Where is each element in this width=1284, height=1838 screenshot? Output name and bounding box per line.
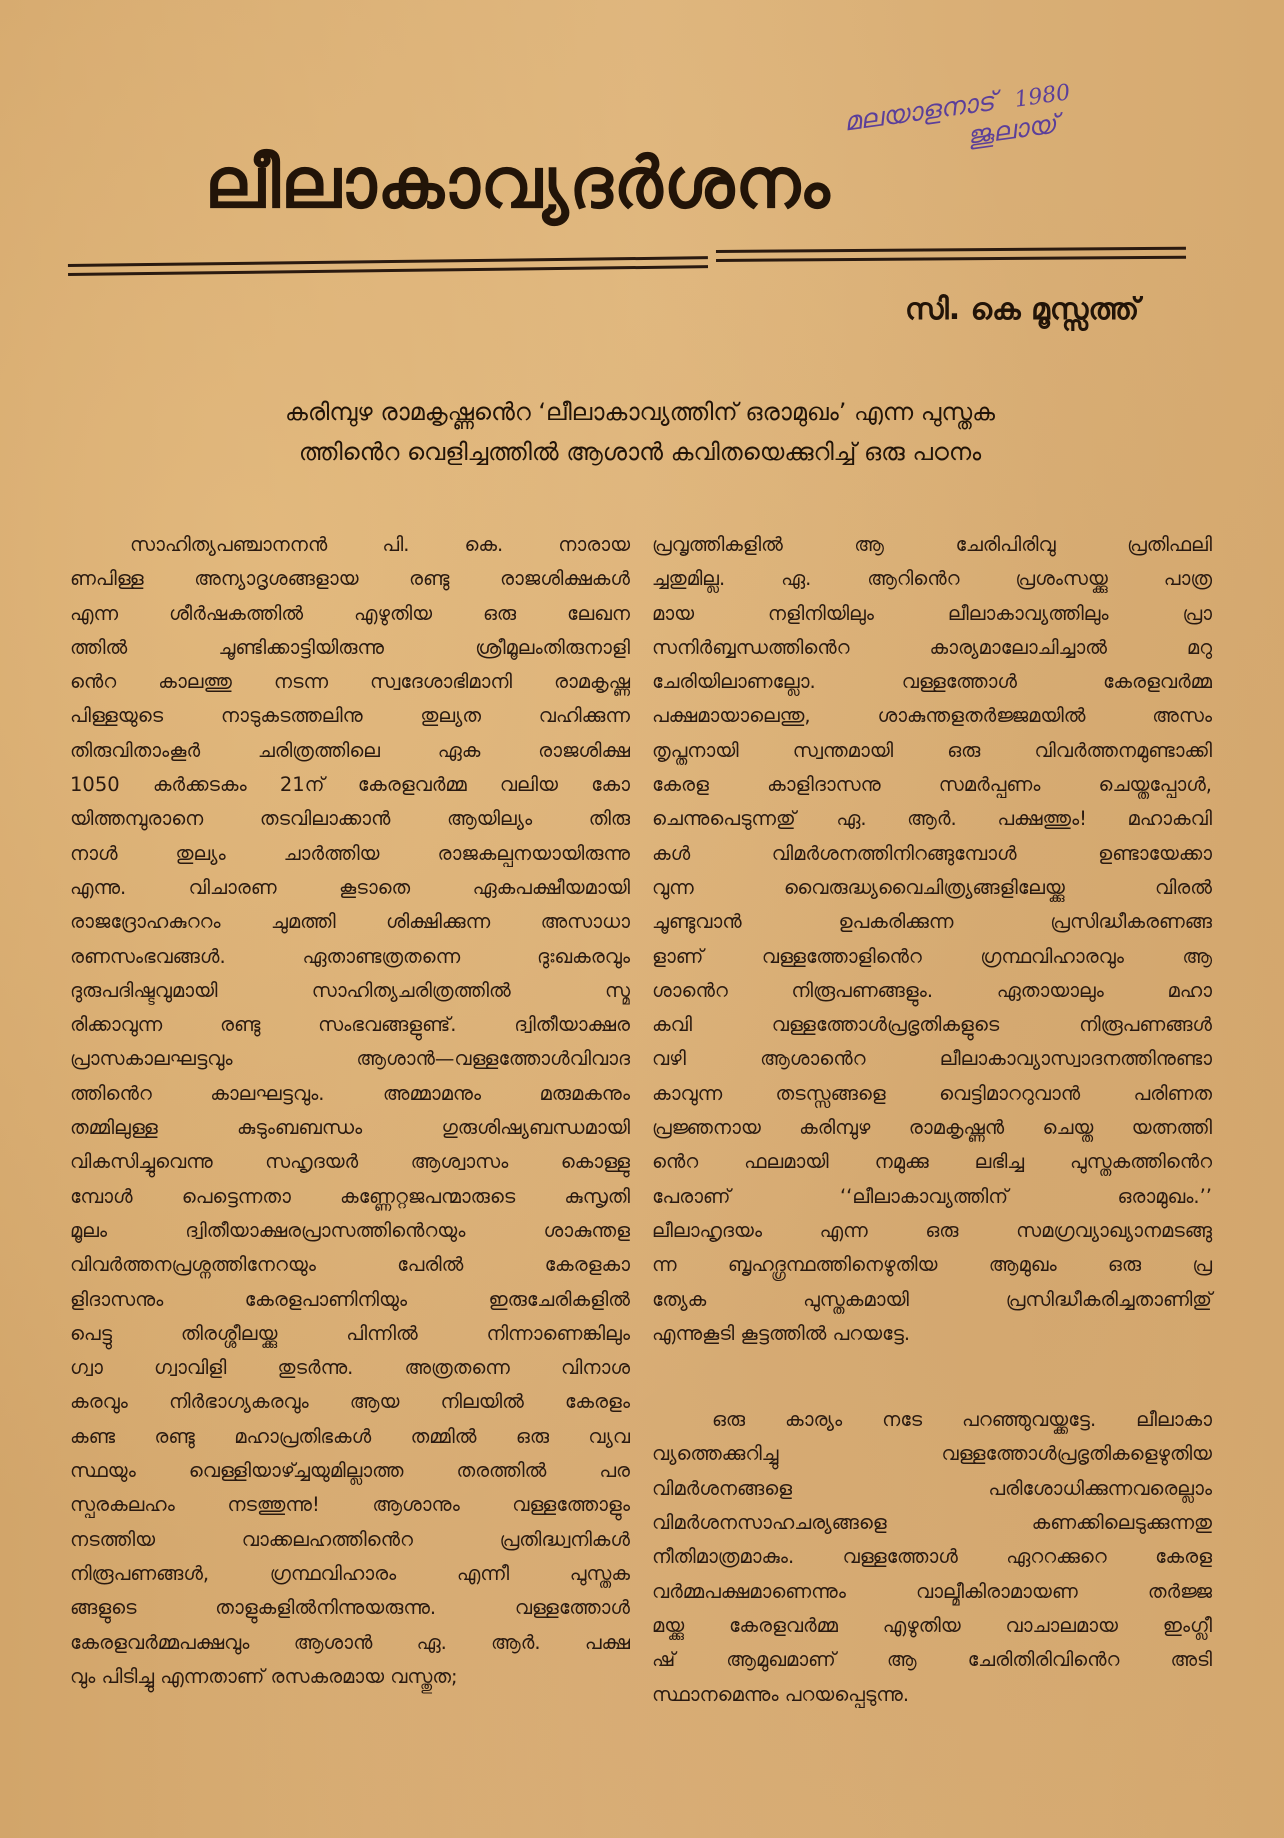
text-line: നീതിമാത്രമാകും. വള്ളത്തോൾ ഏററക്കുറെ കേരള xyxy=(652,1545,1212,1569)
text-line: ചെന്നുപെടുന്നതു് ഏ. ആർ. പക്ഷത്തും! മഹാകവി xyxy=(652,807,1212,831)
text-line: വികസിച്ചുവെന്നു സഹൃദയർ ആശ്വാസം കൊള്ളു xyxy=(70,1150,630,1174)
text-line: വർമ്മപക്ഷമാണെന്നും വാല്മീകിരാമായണ തർജ്ജ xyxy=(652,1579,1212,1603)
text-line: നടത്തിയ വാക്കലഹത്തിൻെറ പ്രതിദ്ധ്വനികൾ xyxy=(70,1527,630,1551)
text-line: സ്പരകലഹം നടത്തുന്നു! ആശാനും വള്ളത്തോളും xyxy=(70,1493,630,1517)
left-paragraph xyxy=(70,528,630,1694)
text-line: പെട്ടു തിരശ്ശീലയ്ക്കു പിന്നിൽ നിന്നാണെങ്കിലും xyxy=(70,1321,630,1345)
handwritten-year: 1980 xyxy=(1012,80,1072,113)
text-line: ണപിള്ള അന്യാദൃശങ്ങളായ രണ്ടു രാജശിക്ഷകൾ xyxy=(70,567,630,591)
text-line: പ്രജ്ഞനായ കരിമ്പുഴ രാമകൃഷ്ണൻ ചെയ്ത യത്നത്തി xyxy=(652,1116,1212,1140)
text-line: പക്ഷമായാലെന്തു, ശാകുന്തളതർജ്ജമയിൽ അസം xyxy=(652,704,1212,728)
text-line: കേരളവർമ്മപക്ഷവും ആശാൻ ഏ. ആർ. പക്ഷ xyxy=(70,1630,630,1654)
text-line: ത്തിൽ ചൂണ്ടിക്കാട്ടിയിരുന്നു ശ്രീമൂലംതിരുനാളി xyxy=(70,635,630,659)
text-line: കൾ വിമർശനത്തിനിറങ്ങുമ്പോൾ ഉണ്ടായേക്കാ xyxy=(652,841,1212,865)
text-line: സാഹിത്യപഞ്ചാനനൻ പി. കെ. നാരായ xyxy=(130,533,630,556)
text-line: ന്ന ബൃഹദ്ഗ്രന്ഥത്തിനെഴുതിയ ആമുഖം ഒരു പ്ര xyxy=(652,1253,1212,1277)
text-line: നിരൂപണങ്ങൾ, ഗ്രന്ഥവിഹാരം എന്നീ പുസ്തക xyxy=(70,1561,630,1585)
text-line: പേരാണ് ‘‘ലീലാകാവ്യത്തിന് ഒരാമുഖം.’’ xyxy=(652,1184,1212,1208)
text-line: വഴി ആശാൻെറ ലീലാകാവ്യാസ്വാദനത്തിനുണ്ടാ xyxy=(652,1047,1212,1071)
text-line: ങ്ങളുടെ താളുകളിൽനിന്നുയരുന്നു. വള്ളത്തോൾ xyxy=(70,1596,630,1620)
right-column xyxy=(652,528,1212,1712)
text-line: ൻെറ ഫലമായി നമുക്കു ലഭിച്ച പുസ്തകത്തിൻെറ xyxy=(652,1150,1212,1174)
text-line: ഷ് ആമുഖമാണ് ആ ചേരിതിരിവിൻെറ അടി xyxy=(652,1648,1212,1672)
handwritten-month: ജൂലായ് xyxy=(965,109,1059,152)
text-line: രണസംഭവങ്ങൾ. ഏതാണ്ടത്രതന്നെ ദുഃഖകരവും xyxy=(70,944,630,968)
text-line: ളിദാസനും കേരളപാണിനിയും ഇരുചേരികളിൽ xyxy=(70,1287,630,1311)
text-line: ഒരു കാര്യം നടേ പറഞ്ഞുവയ്ക്കട്ടേ. ലീലാകാ xyxy=(712,1408,1212,1432)
text-line: വും പിടിച്ചു എന്നതാണ് രസകരമായ വസ്തുത; xyxy=(70,1664,458,1688)
text-line: മയ്ക്കു കേരളവർമ്മ എഴുതിയ വാചാലമായ ഇംഗ്ലീ xyxy=(652,1613,1212,1637)
text-line: ചൂണ്ടുവാൻ ഉപകരിക്കുന്ന പ്രസിദ്ധീകരണങ്ങ xyxy=(652,910,1212,934)
text-line: എന്നുകൂടി കൂട്ടത്തിൽ പറയട്ടേ. xyxy=(652,1321,911,1345)
left-column xyxy=(70,528,630,1694)
text-line: പിള്ളയുടെ നാടുകടത്തലിനു തുല്യത വഹിക്കുന്ന xyxy=(70,704,630,728)
subtitle-line: ത്തിൻെറ വെളിച്ചത്തിൽ ആശാൻ കവിതയെക്കുറിച്ച് ഒരു പഠനം xyxy=(298,438,982,466)
text-line: തമ്മിലുള്ള കുടുംബബന്ധം ഗുരുശിഷ്യബന്ധമായി xyxy=(70,1116,630,1140)
handwritten-annotation xyxy=(842,76,1077,170)
right-paragraph-1 xyxy=(652,528,1212,1351)
author-byline: സി. കെ മൂസ്സത്ത് xyxy=(905,292,1140,327)
article-subtitle xyxy=(130,392,1150,472)
text-line: മൂലം ദ്വിതീയാക്ഷരപ്രാസത്തിൻെറയും ശാകുന്തള xyxy=(70,1218,630,1242)
right-paragraph-2 xyxy=(652,1403,1212,1712)
text-line: വിവർത്തനപ്രശ്നത്തിനേറയും പേരിൽ കേരളകാ xyxy=(70,1253,630,1277)
text-line: വിമർശനസാഹചര്യങ്ങളെ കണക്കിലെടുക്കുന്നതു xyxy=(652,1511,1212,1535)
text-line: ചേരിയിലാണല്ലോ. വള്ളത്തോൾ കേരളവർമ്മ xyxy=(652,670,1212,694)
text-line: കണ്ട രണ്ടു മഹാപ്രതിഭകൾ തമ്മിൽ ഒരു വ്യവ xyxy=(70,1424,630,1448)
text-line: മ്പോൾ പെട്ടെന്നതാ കണ്ണേറ്റജപന്മാരുടെ കുസൃതി xyxy=(70,1184,630,1208)
text-line: പ്രാസകാലഘട്ടവും ആശാൻ—വള്ളത്തോൾവിവാദ xyxy=(70,1047,630,1071)
text-line: ഗ്വാ ഗ്വാവിളി തുടർന്നു. അത്രതന്നെ വിനാശ xyxy=(70,1356,630,1380)
text-line: ളാണ് വള്ളത്തോളിൻെറ ഗ്രന്ഥവിഹാരവും ആ xyxy=(652,944,1212,968)
title-double-rule-right xyxy=(716,247,1186,262)
text-line: ൻെറ കാലത്തു നടന്ന സ്വദേശാഭിമാനി രാമകൃഷ്ണ xyxy=(70,670,630,694)
text-line: കവി വള്ളത്തോൾപ്രഭൃതികളുടെ നിരൂപണങ്ങൾ xyxy=(652,1013,1212,1037)
text-line: വിമർശനങ്ങളെ പരിശോധിക്കുന്നവരെല്ലാം xyxy=(652,1476,1212,1500)
text-line: സ്ഥയും വെള്ളിയാഴ്ച്ചയുമില്ലാത്ത തരത്തിൽ പര xyxy=(70,1459,630,1483)
text-line: നാൾ തുല്യം ചാർത്തിയ രാജകല്പനയായിരുന്നു xyxy=(70,841,630,865)
text-line: രാജദ്രോഹകുററം ചുമത്തി ശിക്ഷിക്കുന്ന അസാധാ xyxy=(70,910,630,934)
text-line: ലീലാഹൃദയം എന്ന ഒരു സമഗ്രവ്യാഖ്യാനമടങ്ങു xyxy=(652,1218,1212,1242)
text-line: തൃപ്തനായി സ്വന്തമായി ഒരു വിവർത്തനമുണ്ടാക്കി xyxy=(652,738,1212,762)
text-line: ച്ചതുമില്ല. ഏ. ആറിൻെറ പ്രശംസയ്ക്കു പാത്ര xyxy=(652,567,1212,591)
text-line: മായ നളിനിയിലും ലീലാകാവ്യത്തിലും പ്രാ xyxy=(652,601,1212,625)
text-line: ത്യേക പുസ്തകമായി പ്രസിദ്ധീകരിച്ചതാണിതു് xyxy=(652,1287,1212,1311)
text-line: കാവുന്ന തടസ്സങ്ങളെ വെട്ടിമാററുവാൻ പരിണത xyxy=(652,1081,1212,1105)
text-line: എന്നു. വിചാരണ കൂടാതെ ഏകപക്ഷീയമായി xyxy=(70,875,630,899)
text-line: രിക്കാവുന്ന രണ്ടു സംഭവങ്ങളുണ്ട്. ദ്വിതീയാക്ഷര xyxy=(70,1013,630,1037)
text-line: കേരള കാളിദാസനു സമർപ്പണം ചെയ്തപ്പോൾ, xyxy=(652,773,1212,797)
subtitle-line: കരിമ്പുഴ രാമകൃഷ്ണൻെറ ‘ലീലാകാവ്യത്തിന് ഒരാമുഖം’ എന്ന പുസ്തക xyxy=(285,398,995,426)
text-line: സനിർബ്ബന്ധത്തിൻെറ കാര്യമാലോചിച്ചാൽ മറു xyxy=(652,635,1212,659)
text-line: 1050 കർക്കടകം 21ന് കേരളവർമ്മ വലിയ കോ xyxy=(70,773,630,797)
text-line: ദുരുപദിഷ്ടവുമായി സാഹിത്യചരിത്രത്തിൽ സ്മ xyxy=(70,978,630,1002)
article-title: ലീലാകാവ്യദർശനം xyxy=(205,142,831,224)
text-line: ത്തിൻെറ കാലഘട്ടവും. അമ്മാമനും മരുമകനും xyxy=(70,1081,630,1105)
text-line: യിത്തമ്പുരാനെ തടവിലാക്കാൻ ആയില്യം തിരു xyxy=(70,807,630,831)
title-double-rule-left xyxy=(68,256,708,276)
text-line: പ്രവൃത്തികളിൽ ആ ചേരിപിരിവു പ്രതിഫലി xyxy=(652,533,1212,556)
text-line: ശാൻെറ നിരൂപണങ്ങളും. ഏതായാലും മഹാ xyxy=(652,978,1212,1002)
text-line: സ്ഥാനമെന്നും പറയപ്പെടുന്നു. xyxy=(652,1682,910,1706)
text-line: വുന്ന വൈരുദ്ധ്യവൈചിത്ര്യങ്ങളിലേയ്ക്കു വിരൽ xyxy=(652,875,1212,899)
text-line: എന്ന ശീർഷകത്തിൽ എഴുതിയ ഒരു ലേഖന xyxy=(70,601,630,625)
text-line: കരവും നിർഭാഗ്യകരവും ആയ നിലയിൽ കേരളം xyxy=(70,1390,630,1414)
text-line: വ്യത്തെക്കുറിച്ചു വള്ളത്തോൾപ്രഭൃതികളെഴുതിയ xyxy=(652,1442,1212,1466)
text-line: തിരുവിതാംകൂർ ചരിത്രത്തിലെ ഏക രാജശിക്ഷ xyxy=(70,738,630,762)
handwritten-publication: മലയാളനാട് xyxy=(842,86,997,138)
paragraph-gap xyxy=(652,1351,1212,1403)
